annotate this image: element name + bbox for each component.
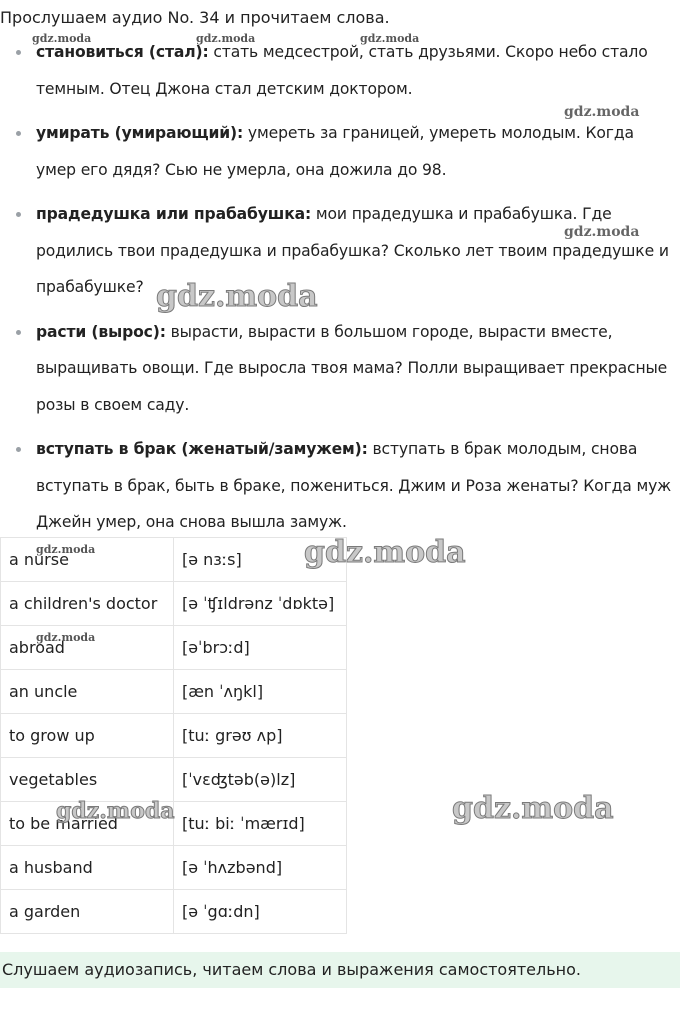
word-cell: a husband bbox=[1, 846, 174, 890]
word-cell: a garden bbox=[1, 890, 174, 934]
bullet-icon bbox=[16, 131, 21, 136]
bullet-icon bbox=[16, 212, 21, 217]
transcription-cell: [tuː biː ˈmærɪd] bbox=[173, 802, 346, 846]
transcription-cell: [ə ˈhʌzbənd] bbox=[173, 846, 346, 890]
transcription-cell: [tuː grəʊ ʌp] bbox=[173, 714, 346, 758]
vocab-term: умирать (умирающий): bbox=[36, 124, 244, 142]
vocab-text: стать медсестрой, стать друзьями. Скоро небо стало темным. Отец Джона стал детским доктором. bbox=[36, 43, 648, 98]
vocab-item bbox=[0, 115, 680, 188]
vocab-term: прадедушка или прабабушка: bbox=[36, 205, 312, 223]
vocab-item bbox=[0, 196, 680, 306]
watermark-logo: gdz.moda bbox=[564, 104, 640, 120]
word-cell: a nurse bbox=[1, 538, 174, 582]
word-cell: abroad bbox=[1, 626, 174, 670]
footer-note: Слушаем аудиозапись, читаем слова и выражения самостоятельно. bbox=[0, 952, 680, 988]
transcription-cell: [ˈvɛʤtəb(ə)lz] bbox=[173, 758, 346, 802]
watermark-logo: gdz.moda bbox=[564, 224, 640, 240]
empty-cell bbox=[346, 538, 680, 934]
watermark-logo: gdz.moda bbox=[156, 279, 318, 314]
watermark-logo: gdz.moda bbox=[196, 32, 256, 45]
vocab-term: расти (вырос): bbox=[36, 322, 166, 341]
vocab-item bbox=[0, 431, 680, 541]
vocab-text: вступать в брак молодым, снова вступать в брак, быть в браке, пожениться. Джим и Роза женаты? Когда муж Джейн умер, она снова вышла замуж. bbox=[36, 440, 672, 531]
transcription-cell: [æn ˈʌŋkl] bbox=[173, 670, 346, 714]
word-cell: vegetables bbox=[1, 758, 174, 802]
watermark-logo: gdz.moda bbox=[360, 32, 420, 45]
watermark-logo: gdz.moda bbox=[56, 798, 175, 824]
transcription-cell: [ə ˈgɑːdn] bbox=[173, 890, 346, 934]
word-cell: a children's doctor bbox=[1, 582, 174, 626]
transcription-cell: [ə ˈʧɪldrənz ˈdɒktə] bbox=[173, 582, 346, 626]
vocab-term: становиться (стал): bbox=[36, 43, 209, 61]
bullet-icon bbox=[16, 50, 21, 55]
vocab-item bbox=[0, 314, 680, 424]
vocab-text: вырасти, вырасти в большом городе, вырасти вместе, выращивать овощи. Где выросла твоя мама? Полли выращивает прекрасные розы в своем саду. bbox=[36, 322, 668, 414]
transcription-cell: [ə nɜːs] bbox=[173, 538, 346, 582]
vocab-text: мои прадедушка и прабабушка. Где родились твои прадедушка и прабабушка? Сколько лет твоим прадедушке и прабабушке? bbox=[36, 205, 669, 296]
bullet-icon bbox=[16, 447, 21, 452]
watermark-logo: gdz.moda bbox=[304, 535, 466, 570]
intro-text: Прослушаем аудио No. 34 и прочитаем слова. bbox=[0, 8, 390, 27]
watermark-logo: gdz.moda bbox=[36, 631, 96, 644]
word-cell: to grow up bbox=[1, 714, 174, 758]
vocab-term: вступать в брак (женатый/замужем): bbox=[36, 440, 368, 458]
watermark-logo: gdz.moda bbox=[452, 791, 614, 826]
word-cell: an uncle bbox=[1, 670, 174, 714]
watermark-logo: gdz.moda bbox=[32, 32, 92, 45]
words-table bbox=[0, 537, 680, 934]
word-cell: to be married bbox=[1, 802, 174, 846]
vocab-item bbox=[0, 34, 680, 107]
transcription-cell: [əˈbrɔːd] bbox=[173, 626, 346, 670]
vocab-text: умереть за границей, умереть молодым. Когда умер его дядя? Сью не умерла, она дожила до 98. bbox=[36, 124, 634, 179]
bullet-icon bbox=[16, 330, 21, 335]
watermark-logo: gdz.moda bbox=[36, 543, 96, 556]
